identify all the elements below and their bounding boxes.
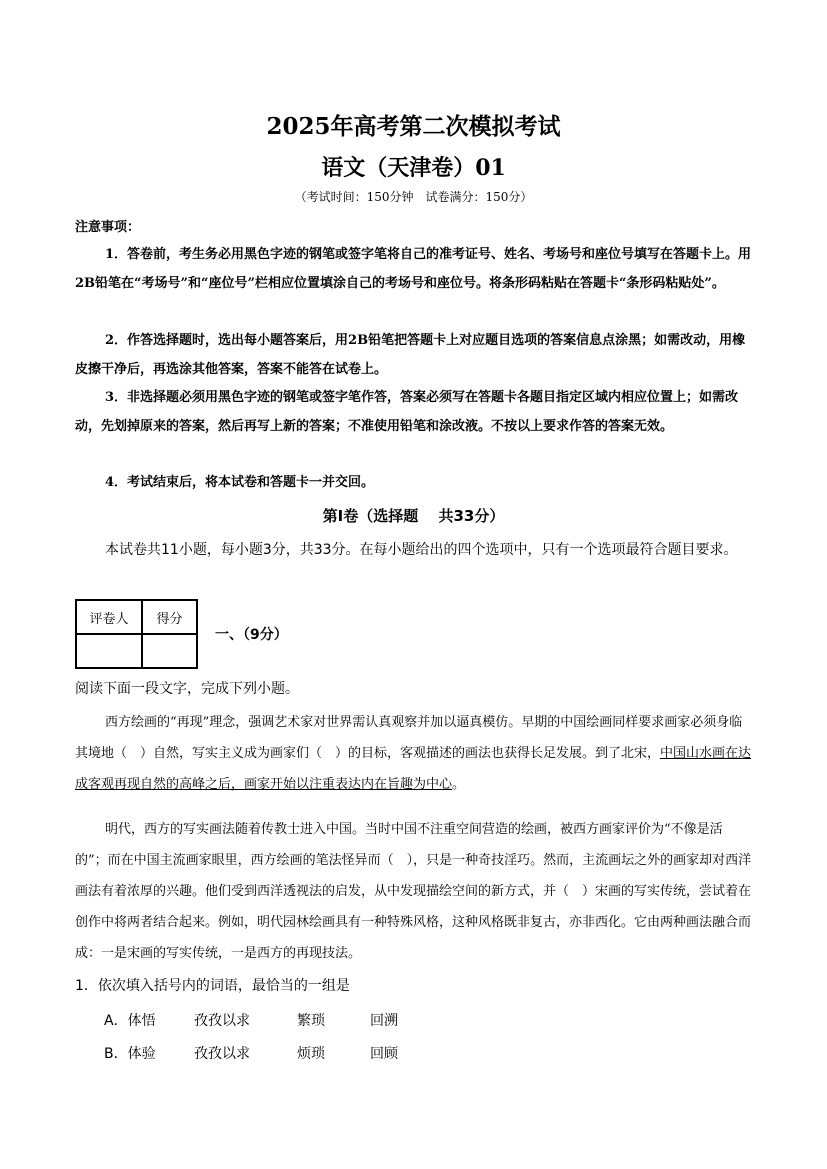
option-b-word2: 孜孜以求 [194,1046,250,1062]
question-stem: 1．依次填入括号内的词语，最恰当的一组是 [75,978,350,994]
notice-item: 1．答卷前，考生务必用黑色字迹的钢笔或签字笔将自己的准考证号、姓名、考场号和座位号填写在答题卡上。用2B铅笔在“考场号”和“座位号”栏相应位置填涂自己的考场号和座位号。将条形码粘贴在答题卡“条形码粘贴处”。 [75,247,752,291]
notice-item: 4．考试结束后，将本试卷和答题卡一并交回。 [105,475,375,490]
section-title: 第Ⅰ卷（选择题 共33分） [322,507,505,525]
notice-item: 2．作答选择题时，选出每小题答案后，用2B铅笔把答题卡上对应题目选项的答案信息点涂黑；如需改动，用橡皮擦干净后，再选涂其他答案，答案不能答在试卷上。 [75,333,746,377]
part-one-label: 一、（9分） [215,627,288,643]
option-a-word4: 回溯 [370,1013,398,1029]
option-a-word1: A．体悟 [104,1013,156,1029]
score-table-header-grader: 评卷人 [76,600,142,634]
option-b-word1: B．体验 [104,1046,156,1062]
notice-item: 3．非选择题必须用黑色字迹的钢笔或签字笔作答，答案必须写在答题卡各题目指定区域内相应位置上；如需改动，先划掉原来的答案，然后再写上新的答案；不准使用铅笔和涂改液。不按以上要求作答的答案无效。 [75,390,739,434]
option-a-word2: 孜孜以求 [194,1013,250,1029]
option-b-word3: 烦琐 [297,1046,325,1062]
passage-paragraph: 明代，西方的写实画法随着传教士进入中国。当时中国不注重空间营造的绘画，被西方画家评价为“不像是活的”；而在中国主流画家眼里，西方绘画的笔法怪异而（ ），只是一种奇技淫巧。然而，主流画坛之外的画家却对西洋画法有着浓厚的兴趣。他们受到西洋透视法的启发，从中发现描绘空间的新方式，并（ ）宋画的写实传统，尝试着在创作中将两者结合起来。例如，明代园林绘画具有一种特殊风格，这种风格既非复古，亦非西化。它由两种画法融合而成：一是宋画的写实传统，一是西方的再现技法。 [75,822,752,961]
notice-heading: 注意事项： [75,220,141,235]
exam-time-info: （考试时间：150分钟 试卷满分：150分） [294,190,533,204]
exam-subtitle: 语文（天津卷）01 [321,155,506,181]
score-table-cell-score [142,634,197,668]
passage-paragraph: 西方绘画的“再现”理念，强调艺术家对世界需认真观察并加以逼真模仿。早期的中国绘画同样要求画家必须身临其境地（ ）自然，写实主义成为画家们（ ）的目标，客观描述的画法也获得长足发展。到了北宋，中国山水画在达成客观再现自然的高峰之后，画家开始以注重表达内在旨趣为中心。 [75,715,752,792]
section-intro: 本试卷共11小题，每小题3分，共33分。在每小题给出的四个选项中，只有一个选项最符合题目要求。 [105,542,738,558]
option-a-word3: 繁琐 [297,1013,325,1029]
score-table-header-score: 得分 [142,600,197,634]
underlined-sentence: 中国山水画在达成客观再现自然的高峰之后，画家开始以注重表达内在旨趣为中心 [75,746,752,792]
score-table [75,599,198,669]
option-b-word4: 回顾 [370,1046,398,1062]
reading-instruction: 阅读下面一段文字，完成下列小题。 [75,681,299,697]
score-table-cell-grader [76,634,142,668]
exam-title: 2025年高考第二次模拟考试 [266,113,561,140]
